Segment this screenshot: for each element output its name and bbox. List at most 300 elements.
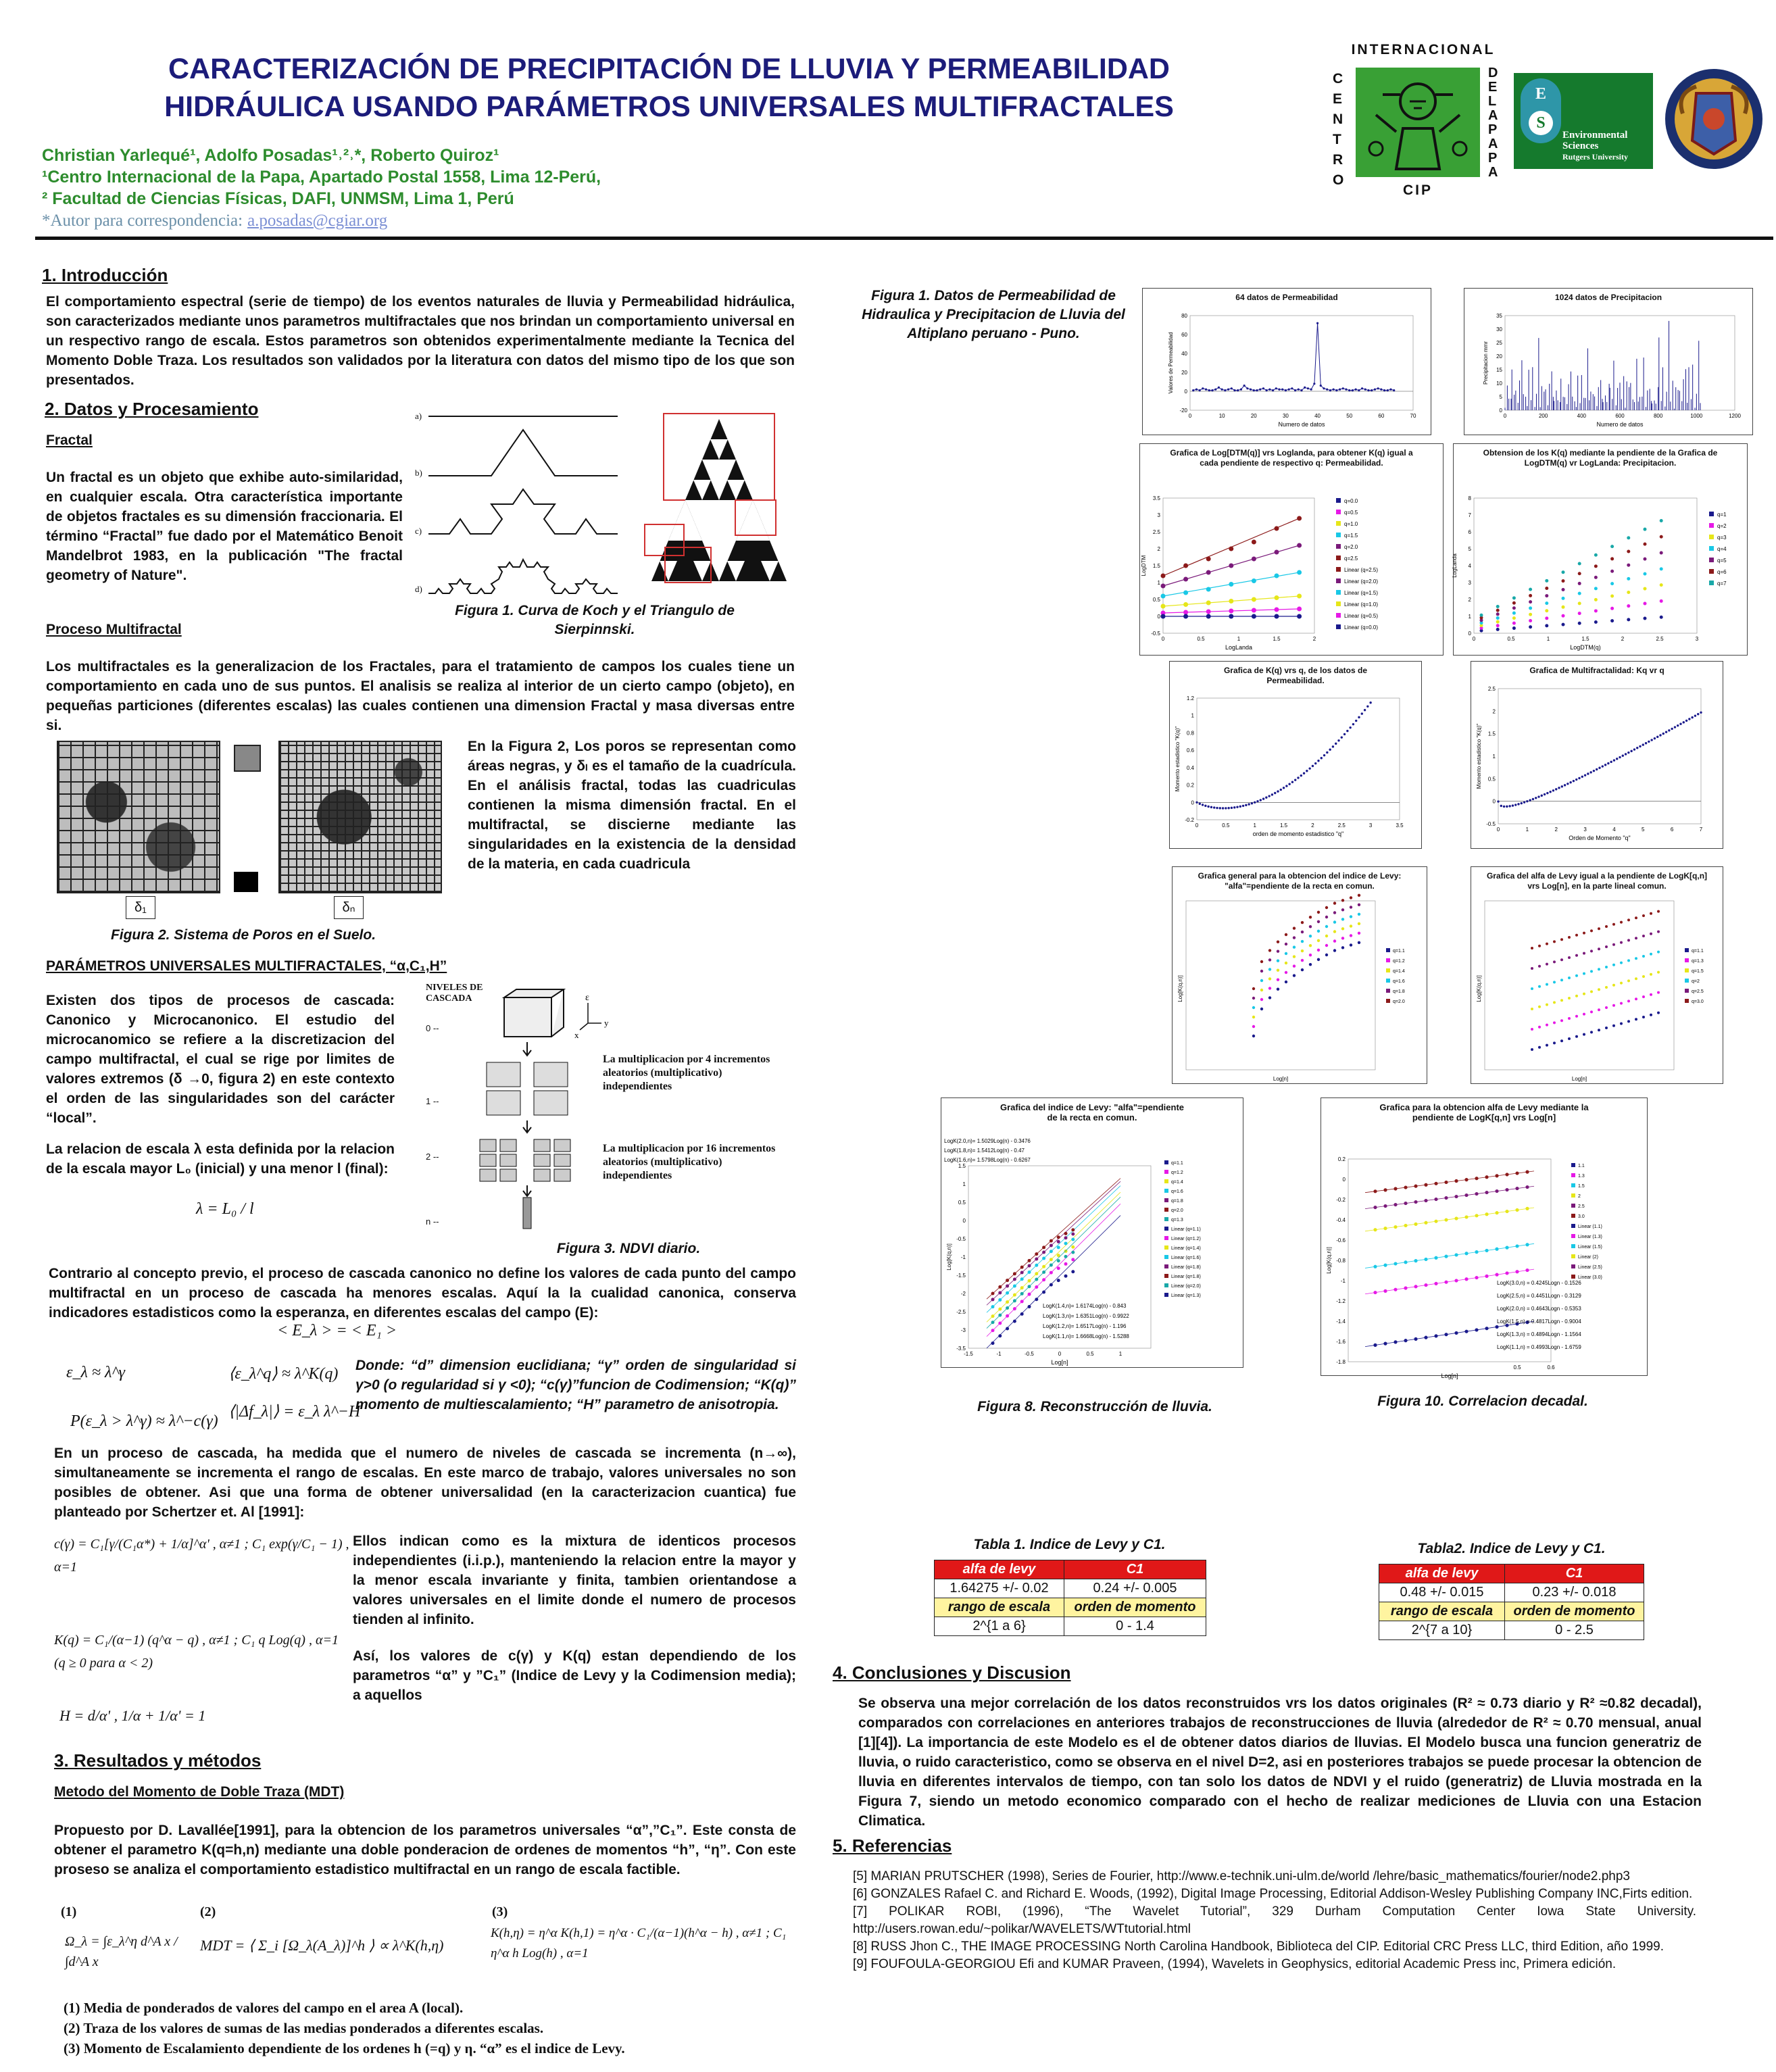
kq-point (1343, 733, 1346, 735)
levy-point (1317, 920, 1320, 923)
section-4-heading: 4. Conclusiones y Discusion (833, 1662, 1071, 1683)
legend-swatch (1571, 1224, 1575, 1228)
levy-point (1642, 914, 1645, 917)
delta-n-box: δₙ (334, 896, 364, 919)
levy-point (1317, 911, 1320, 914)
levy-point (1531, 1048, 1533, 1051)
levy-point (1560, 1019, 1563, 1022)
kq-point (1659, 734, 1661, 736)
y-tick-label: 40 (1181, 351, 1187, 357)
chart-levy-index-title: Grafica del indice de Levy: "alfa"=pendiente de la recta en comun. (1000, 1102, 1185, 1123)
y-tick-label: 3 (1157, 512, 1160, 518)
levy-point (1650, 912, 1652, 915)
kq-point (1679, 723, 1681, 725)
levy-point (1454, 1195, 1458, 1198)
series-point (1562, 623, 1565, 626)
y-tick-label: -1.8 (1336, 1359, 1346, 1365)
y-tick-label: 0.2 (1186, 782, 1194, 789)
levy-point (1006, 1284, 1009, 1287)
levy-point (1485, 1275, 1488, 1278)
poster-title (27, 50, 1311, 126)
x-tick-label: 1 (1525, 827, 1529, 833)
levy-point (1071, 1245, 1075, 1249)
series-point (1644, 528, 1647, 531)
y-tick-label: 0 (1468, 631, 1471, 637)
levy-point (1464, 1277, 1468, 1281)
kq-point (1552, 789, 1554, 791)
levy-point (1414, 1200, 1417, 1204)
series-point (1610, 545, 1614, 548)
levy-point (1013, 1272, 1016, 1275)
y-tick-label: 4 (1468, 563, 1471, 569)
levy-point (1642, 1016, 1645, 1018)
y-tick-label: 10 (1496, 380, 1502, 387)
x-tick-label: 0 (1472, 636, 1476, 642)
y-tick-label: 35 (1496, 313, 1502, 319)
legend-label: q=3 (1717, 535, 1727, 541)
levy-point (1057, 1235, 1060, 1239)
levy-point (1505, 1246, 1508, 1250)
cip-logo (1330, 42, 1507, 204)
cip-logo-bottom-text: CIP (1402, 182, 1433, 198)
delta-1-box: δ₁ (126, 896, 155, 919)
kq-point (1665, 731, 1667, 733)
legend-swatch (1336, 510, 1341, 514)
series-point (1229, 582, 1233, 587)
levy-point (1495, 1273, 1498, 1277)
levy-point (1414, 1185, 1417, 1188)
series-point (1183, 602, 1188, 607)
series-point (1297, 543, 1302, 548)
levy-point (1028, 1259, 1031, 1262)
y-tick-label: -0.5 (956, 1236, 966, 1242)
kq-point (1668, 729, 1670, 731)
levy-point (1485, 1212, 1488, 1216)
multifractal-paragraph: Los multifractales es la generalizacion de los Fractales, para el tratamiento de campos los cuales tiene un comportamiento en cada uno de sus puntos. El analisis se realiza al interior de un cierto campo (objeto), en pequeñas particiones (diferentes escalas) las cuales contienen una dimension Fractal y masa diversas entre si. (46, 659, 795, 733)
kq-point (1364, 709, 1366, 711)
levy-point (1006, 1314, 1009, 1318)
kq-point (1589, 771, 1592, 773)
x-tick-label: 2.5 (1656, 636, 1664, 642)
kq-point (1610, 761, 1612, 763)
kq-point (1596, 768, 1598, 770)
chart-levy-alpha-plot (1471, 867, 1724, 1085)
kq-point (1625, 753, 1627, 755)
y-tick-label: 80 (1181, 313, 1187, 319)
levy-point (1064, 1232, 1068, 1235)
levy-point (1020, 1277, 1024, 1281)
y-tick-label: -1.4 (1336, 1318, 1346, 1325)
kq-point (1567, 783, 1569, 785)
levy-point (1444, 1218, 1448, 1221)
permeability-point (1304, 387, 1306, 389)
y-tick-label: -0.2 (1185, 817, 1194, 823)
levy-point (1050, 1283, 1053, 1287)
figure-8-caption: Figura 8. Reconstrucción de lluvia. (977, 1399, 1212, 1414)
conclusions-paragraph: Se observa una mejor correlación de los datos reconstruidos vrs los datos originales (R² ≈ 0.73 diario y R² ≈0.82 decadal), comparados con correlaciones en anteriores trabajos de reconstrucciones de lluvia (alrededor de R² ≈ 0.70 mensual, anual [1][4]). La importancia de este Modelo es el de obtener datos diarios de lluvias. El Modelo busca una funcion generatriz de lluvia, o ruido caracteristico, como se observa en el nivel D=2, asi en posteriores trabajos se puede procesar la obtencion de lluvia en diferentes intervalos de tiempo, con tan solo los datos de NDVI y el ruido (generatriz) de Lluvia mostrada en la Figura 7, siendo un metodo economico comparado con el hecho de realizar mediciones de Lluvia con una Estacion Climatica. (858, 1696, 1702, 1829)
es-line-2: Sciences (1562, 141, 1599, 151)
levy-point (1325, 925, 1328, 928)
x-tick-label: 2 (1312, 636, 1316, 642)
table-2 (1379, 1539, 1644, 1640)
x-tick-label: 200 (1538, 413, 1548, 419)
kq-point (1341, 736, 1343, 738)
levy-point (1064, 1262, 1068, 1266)
legend-label: Linear (q=1.3) (1171, 1293, 1201, 1298)
reference-5: [5] MARIAN PRUTSCHER (1998), Series de Fourier, http://www.e-technik.uni-ulm.de/world /lehre/basic_mathematics/fourier/node2.php3 (853, 1869, 1630, 1883)
table-1-grid (934, 1560, 1206, 1636)
y-tick-label: 1.5 (1152, 563, 1160, 569)
levy-point (1454, 1179, 1458, 1183)
figure-1-koch-caption: Figura 1. Curva de Koch y el Triangulo de Sierpinnski. (455, 603, 735, 637)
levy-point (1620, 962, 1623, 964)
cascade-level-1: 1 -- (426, 1096, 439, 1106)
levy-point (1635, 1018, 1637, 1020)
levy-point (1464, 1252, 1468, 1255)
kq-point (1685, 720, 1687, 722)
permeability-point (1262, 387, 1264, 389)
permeability-point (1300, 389, 1302, 391)
legend-swatch (1336, 521, 1341, 526)
levy-point (1333, 949, 1336, 952)
kq-point (1598, 767, 1600, 769)
legend-swatch (1709, 581, 1714, 585)
y-axis-label: Log[K(q,n)] (1326, 1247, 1332, 1274)
legend-swatch (1571, 1234, 1575, 1238)
levy-point (1035, 1298, 1038, 1301)
series-point (1562, 606, 1565, 609)
levy-point (991, 1321, 995, 1324)
levy-point (998, 1285, 1002, 1289)
kq-point (1622, 755, 1624, 757)
levy-point (1605, 966, 1608, 968)
legend-swatch (1336, 613, 1341, 618)
figure-1-data-caption: Figura 1. Datos de Permeabilidad de Hidraulica y Precipitacion de Lluvia del Altiplano peruano - Puno. (862, 288, 1125, 341)
y-tick-label: -1 (960, 1254, 966, 1260)
legend-label: q=1.1 (1171, 1161, 1183, 1166)
levy-point (1020, 1266, 1024, 1269)
t1-head-alpha: alfa de levy (935, 1560, 1064, 1579)
permeability-point (1316, 322, 1318, 324)
figure-2-caption: Figura 2. Sistema de Poros en el Suelo. (110, 927, 376, 943)
series-point (1545, 616, 1548, 620)
legend-swatch (1336, 498, 1341, 503)
levy-point (1028, 1293, 1031, 1296)
levy-point (1553, 1021, 1556, 1024)
series-point (1512, 606, 1516, 610)
y-axis-label: LogLanda (1452, 553, 1458, 578)
chart-logdtm-precipitation (1453, 443, 1748, 656)
series-point (1627, 604, 1630, 608)
lambda-equation: λ = L₀ / l (196, 1200, 254, 1218)
levy-point (1627, 1020, 1630, 1022)
permeability-point (1291, 387, 1293, 389)
levy-point (1583, 993, 1585, 995)
kq-point (1291, 781, 1293, 783)
series-point (1644, 587, 1647, 591)
x-tick-label: 800 (1653, 413, 1663, 419)
levy-point (1404, 1202, 1407, 1205)
t2-alpha-value: 0.48 +/- 0.015 (1379, 1583, 1505, 1602)
levy-point (1301, 959, 1304, 962)
levy-point (1071, 1251, 1075, 1254)
levy-point (1035, 1264, 1038, 1267)
kq-point (1251, 802, 1253, 804)
x-tick-label: 0.5 (1513, 1364, 1521, 1371)
levy-point (1042, 1278, 1045, 1281)
svg-text:x: x (574, 1030, 579, 1040)
fit-equation: LogK(1.1,n)= 1.6668Log(n) - 1.5288 (1043, 1333, 1129, 1339)
kq-point (1529, 799, 1531, 801)
kq-point (1526, 800, 1528, 802)
levy-point (1071, 1228, 1075, 1231)
levy-point (1598, 1008, 1600, 1011)
kq-point (1283, 787, 1285, 789)
kq-point (1508, 805, 1510, 807)
levy-point (1553, 1041, 1556, 1044)
kq-point (1236, 806, 1238, 808)
kq-point (1517, 803, 1519, 805)
cascade-level-0: 0 -- (426, 1023, 439, 1033)
permeability-point (1380, 389, 1382, 391)
levy-point (1657, 971, 1660, 974)
y-axis-label: LogDTM (1141, 555, 1147, 576)
levy-point (1293, 964, 1296, 967)
cascade-process-paragraph: En un proceso de cascada, ha medida que el numero de niveles de cascada se incrementa (n→∞), simultaneamente se incrementa el rango de escalas. En este marco de trabajo, valores universales no son posibles de obtener. Asi que una forma de obtener universalidad (en la caracterizacion cuantica) fue planteado por Schertzer et. Al [1991]: (54, 1446, 796, 1520)
levy-point (1252, 1006, 1255, 1009)
legend-swatch (1164, 1274, 1168, 1278)
levy-point (1620, 921, 1623, 924)
t2-head-alpha: alfa de levy (1379, 1564, 1505, 1583)
levy-point (1590, 990, 1593, 993)
permeability-point (1355, 389, 1357, 391)
chart-logdtm-permeability-title: Grafica de Log[DTM(q)] vrs Loglanda, para obtener K(q) igual a cada pendiente de respectivo q: Permeabilidad. (1170, 448, 1413, 468)
series-point (1512, 596, 1516, 599)
series-point (1512, 616, 1516, 620)
reference-6: [6] GONZALES Rafael C. and Richard E. Woods, (1992), Digital Image Processing, Editorial Addison-Wesley Publishing Company INC,Firts edition. (853, 1887, 1693, 1901)
series-point (1183, 577, 1188, 582)
permeability-line (1193, 323, 1394, 390)
permeability-point (1253, 389, 1255, 391)
levy-point (1268, 977, 1271, 980)
levy-point (1568, 956, 1571, 959)
levy-point (1485, 1191, 1488, 1194)
y-tick-label: 0 (1499, 408, 1502, 414)
x-axis-label: Numero de datos (1278, 421, 1325, 428)
levy-point (1505, 1188, 1508, 1191)
series-point (1529, 613, 1532, 616)
soil-pore-image-1 (57, 741, 220, 893)
table-1 (933, 1535, 1206, 1636)
legend-swatch (1685, 948, 1689, 952)
series-point (1660, 567, 1663, 570)
series-point (1660, 583, 1663, 587)
cascade-note-4: La multiplicacion por 4 incrementos aleatorios (multiplicativo) independientes (603, 1054, 770, 1092)
legend-swatch (1386, 999, 1390, 1003)
multifractal-subheading: Proceso Multifractal (46, 622, 182, 637)
cip-logo-emblem (1356, 68, 1480, 177)
levy-point (1350, 934, 1352, 937)
kq-point (1630, 750, 1632, 752)
series-point (1252, 578, 1256, 583)
fit-equation: LogK(1.3,n)= 1.6351Log(n) - 0.9922 (1043, 1313, 1129, 1319)
levy-point (1268, 958, 1271, 961)
cascade-levels-label: NIVELES DE CASCADA (426, 983, 483, 1004)
kq-point (1256, 800, 1258, 802)
levy-point (1020, 1312, 1024, 1316)
kq-point (1604, 764, 1606, 766)
series-point (1252, 540, 1256, 545)
permeability-point (1205, 389, 1207, 391)
y-tick-label: 0.5 (958, 1200, 966, 1206)
kq-point (1231, 807, 1233, 809)
x-axis-label: LogLanda (1225, 644, 1253, 651)
table-1-title: Tabla 1. Indice de Levy y C1. (973, 1537, 1166, 1552)
legend-label: 3.0 (1578, 1214, 1585, 1219)
series-point (1512, 626, 1516, 630)
kq-point (1645, 742, 1647, 744)
series-point (1610, 594, 1614, 597)
levy-point (1042, 1271, 1045, 1274)
levy-point (1013, 1307, 1016, 1310)
levy-point (1657, 951, 1660, 954)
series-point (1512, 612, 1516, 615)
legend-label: q=1.2 (1171, 1170, 1183, 1175)
levy-point (1590, 949, 1593, 952)
levy-point (1350, 896, 1352, 899)
legend-swatch (1164, 1293, 1168, 1297)
levy-point (1627, 959, 1630, 962)
eq-label-2: (2) (200, 1904, 216, 1919)
levy-point (1277, 941, 1279, 943)
series-point (1252, 597, 1256, 602)
levy-point (1553, 981, 1556, 983)
x-tick-label: 3 (1695, 636, 1699, 642)
probability-equation: P(ε_λ > λ^γ) ≈ λ^−c(γ) (70, 1412, 218, 1430)
kq-point (1297, 776, 1299, 779)
series-point (1660, 599, 1663, 603)
cascade-cubes (466, 983, 804, 1233)
levy-point (1383, 1264, 1387, 1267)
t2-range-label: rango de escala (1379, 1602, 1505, 1621)
legend-label: 1.3 (1578, 1174, 1585, 1179)
chart-levy-decadal-title: Grafica para la obtencion alfa de Levy mediante la pendiente de LogK[q,n] vrs Log[n] (1379, 1102, 1589, 1123)
kq-point (1262, 797, 1264, 799)
legend-swatch (1164, 1236, 1168, 1240)
levy-point (1583, 1033, 1585, 1036)
y-tick-label: 5 (1468, 546, 1471, 552)
levy-point (1057, 1245, 1060, 1249)
series-point (1529, 619, 1532, 622)
levy-point (1434, 1182, 1437, 1185)
levy-point (1071, 1238, 1075, 1241)
kq-point (1691, 716, 1693, 718)
levy-point (1444, 1333, 1448, 1336)
x-axis-label: Log[n] (1273, 1076, 1289, 1082)
y-tick-label: 0.8 (1186, 730, 1194, 737)
kq-point (1260, 799, 1262, 801)
levy-point (1252, 1025, 1255, 1028)
chart-kq-multifractality-title: Grafica de Multifractalidad: Kq vr q (1529, 666, 1664, 675)
y-axis-label: Momento estadistico "K(q)" (1175, 726, 1181, 792)
t2-range-value: 2^{7 a 10} (1379, 1621, 1505, 1640)
y-tick-label: 5 (1499, 394, 1502, 400)
legend-label: q=1.4 (1393, 969, 1405, 974)
levy-point (1013, 1299, 1016, 1302)
series-point (1161, 584, 1166, 589)
legend-label: q=6 (1717, 569, 1727, 575)
levy-point (1373, 1206, 1377, 1209)
legend-swatch (1571, 1214, 1575, 1218)
y-tick-label: -1.2 (1336, 1298, 1346, 1304)
y-tick-label: 0 (962, 1218, 966, 1224)
levy-point (1252, 987, 1255, 990)
permeability-point (1364, 389, 1366, 391)
series-point (1529, 600, 1532, 603)
environmental-sciences-logo (1514, 73, 1653, 169)
legend-swatch (1709, 546, 1714, 551)
levy-point (1515, 1208, 1519, 1212)
t2-head-c1: C1 (1505, 1564, 1644, 1583)
legend-label: q=1.6 (1171, 1189, 1183, 1194)
chart-levy-alpha-title: Grafica del alfa de Levy igual a la pendiente de LogK[q,n] vrs Log[n], en la parte lineal comun. (1486, 871, 1708, 891)
permeability-point (1256, 389, 1258, 391)
legend-swatch (1164, 1208, 1168, 1212)
permeability-point (1214, 389, 1216, 391)
levy-point (1006, 1306, 1009, 1310)
levy-point (1373, 1265, 1377, 1268)
y-axis-label: Valores de Permeabilidad (1168, 332, 1174, 394)
header-rule (35, 237, 1773, 240)
levy-point (1301, 968, 1304, 971)
levy-point (1485, 1175, 1488, 1179)
permeability-point (1275, 387, 1277, 389)
levy-point (1635, 997, 1637, 1000)
y-axis-label: Precipitacion mmr (1483, 341, 1489, 385)
series-point (1660, 519, 1663, 522)
y-tick-label: 1.2 (1186, 695, 1194, 701)
levy-point (1598, 947, 1600, 950)
kq-point (1271, 793, 1273, 795)
cascade-level-2: 2 -- (426, 1152, 439, 1162)
levy-point (1525, 1243, 1529, 1246)
kq-point (1219, 807, 1221, 809)
levy-point (1260, 998, 1263, 1001)
singularity-equation: ε_λ ≈ λ^γ (66, 1364, 125, 1381)
series-point (1644, 602, 1647, 606)
series-point (1644, 558, 1647, 561)
figure-10-caption: Figura 10. Correlacion decadal. (1377, 1393, 1588, 1409)
correspondence-email[interactable]: a.posadas@cgiar.org (247, 212, 388, 230)
permeability-point (1192, 389, 1194, 391)
levy-point (1546, 943, 1548, 945)
permeability-point (1237, 389, 1239, 391)
levy-point (1268, 987, 1271, 989)
levy-point (1414, 1337, 1417, 1341)
permeability-point (1202, 387, 1204, 389)
series-point (1545, 609, 1548, 612)
legend-label: Linear (2.5) (1578, 1265, 1602, 1270)
levy-point (1454, 1279, 1458, 1282)
x-tick-label: 3.5 (1396, 822, 1404, 829)
series-point (1562, 597, 1565, 600)
y-tick-label: 0 (1191, 799, 1194, 806)
kq-point (1654, 737, 1656, 739)
legend-swatch (1709, 569, 1714, 574)
legend-label: q=0.0 (1344, 498, 1358, 504)
levy-point (1260, 1008, 1263, 1010)
levy-point (1568, 936, 1571, 939)
